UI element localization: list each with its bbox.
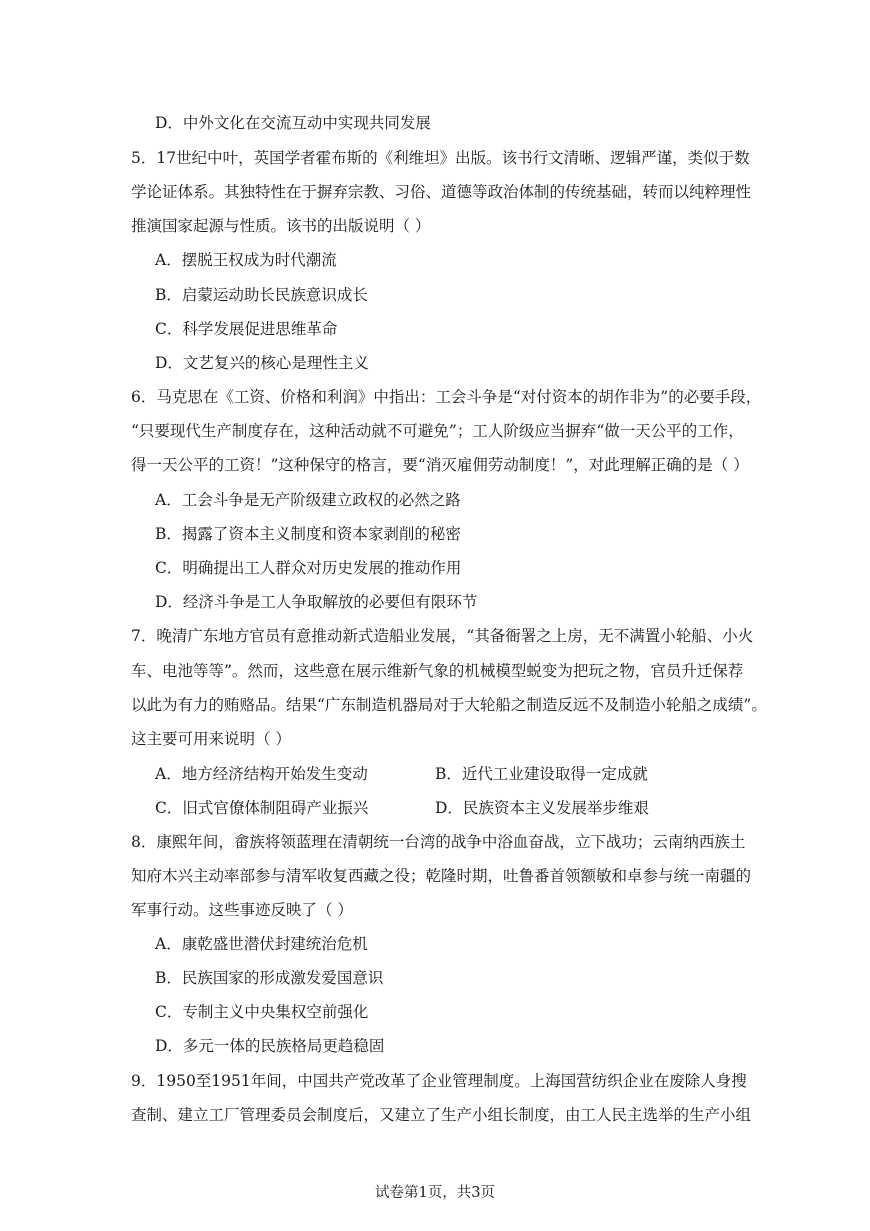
q8-option-b: B．民族国家的形成激发爱国意识 (155, 969, 384, 987)
q7-option-a: A．地方经济结构开始发生变动 (155, 765, 368, 783)
q8-stem-line-2: 知府木兴主动率部参与清军收复西藏之役；乾隆时期，吐鲁番首领额敏和卓参与统一南疆的 (131, 867, 752, 885)
q7-option-d: D．民族资本主义发展举步维艰 (435, 799, 649, 817)
q8-option-a: A．康乾盛世潜伏封建统治危机 (155, 935, 368, 953)
q6-option-a: A．工会斗争是无产阶级建立政权的必然之路 (155, 491, 461, 509)
q8-stem-line-3: 军事行动。这些事迹反映了（ ） (131, 901, 353, 919)
q7-option-b: B．近代工业建设取得一定成就 (435, 765, 648, 783)
q4-option-d: D．中外文化在交流互动中实现共同发展 (155, 114, 431, 132)
q8-option-c: C．专制主义中央集权空前强化 (155, 1003, 369, 1021)
q6-option-d: D．经济斗争是工人争取解放的必要但有限环节 (155, 593, 478, 611)
q8-stem-line-1: 8．康熙年间，畲族将领蓝理在清朝统一台湾的战争中浴血奋战，立下战功；云南纳西族土 (131, 833, 746, 851)
q7-stem-line-4: 这主要可用来说明（ ） (131, 730, 291, 748)
q9-stem-line-1: 9．1950至1951年间，中国共产党改革了企业管理制度。上海国营纺织企业在废除人身搜 (131, 1072, 747, 1090)
q5-option-a: A．摆脱王权成为时代潮流 (155, 251, 337, 269)
q5-stem-line-2: 学论证体系。其独特性在于摒弃宗教、习俗、道德等政治体制的传统基础，转而以纯粹理性 (131, 183, 752, 201)
q7-stem-line-1: 7．晚清广东地方官员有意推动新式造船业发展，“其备衙署之上房，无不满置小轮船、小火 (131, 627, 754, 645)
q5-stem-line-3: 推演国家起源与性质。该书的出版说明（ ） (131, 217, 431, 235)
q5-option-d: D．文艺复兴的核心是理性主义 (155, 354, 369, 372)
q6-stem-line-1: 6．马克思在《工资、价格和利润》中指出：工会斗争是“对付资本的胡作非为”的必要手段， (131, 388, 762, 406)
q6-stem-line-3: 得一天公平的工资！”这种保守的格言，要“消灭雇佣劳动制度！”，对此理解正确的是（ ） (131, 456, 749, 474)
q6-stem-line-2: “只要现代生产制度存在，这种活动就不可避免”；工人阶级应当摒弃“做一天公平的工作， (131, 422, 744, 440)
q6-option-b: B．揭露了资本主义制度和资本家剥削的秘密 (155, 525, 461, 543)
q5-option-c: C．科学发展促进思维革命 (155, 320, 338, 338)
q6-option-c: C．明确提出工人群众对历史发展的推动作用 (155, 559, 462, 577)
q7-stem-line-3: 以此为有力的贿赂品。结果“广东制造机器局对于大轮船之制造反远不及制造小轮船之成绩”。 (131, 696, 767, 714)
q7-stem-line-2: 车、电池等等”。然而，这些意在展示维新气象的机械模型蜕变为把玩之物，官员升迁保荐 (131, 662, 744, 680)
q7-option-c: C．旧式官僚体制阻碍产业振兴 (155, 799, 369, 817)
q5-option-b: B．启蒙运动助长民族意识成长 (155, 286, 368, 304)
q9-stem-line-2: 查制、建立工厂管理委员会制度后，又建立了生产小组长制度，由工人民主选举的生产小组 (131, 1106, 752, 1124)
q5-stem-line-1: 5．17世纪中叶，英国学者霍布斯的《利维坦》出版。该书行文清晰、逻辑严谨，类似于数 (131, 149, 750, 167)
page-footer: 试卷第1页，共3页 (375, 1185, 495, 1201)
q8-option-d: D．多元一体的民族格局更趋稳固 (155, 1037, 385, 1055)
